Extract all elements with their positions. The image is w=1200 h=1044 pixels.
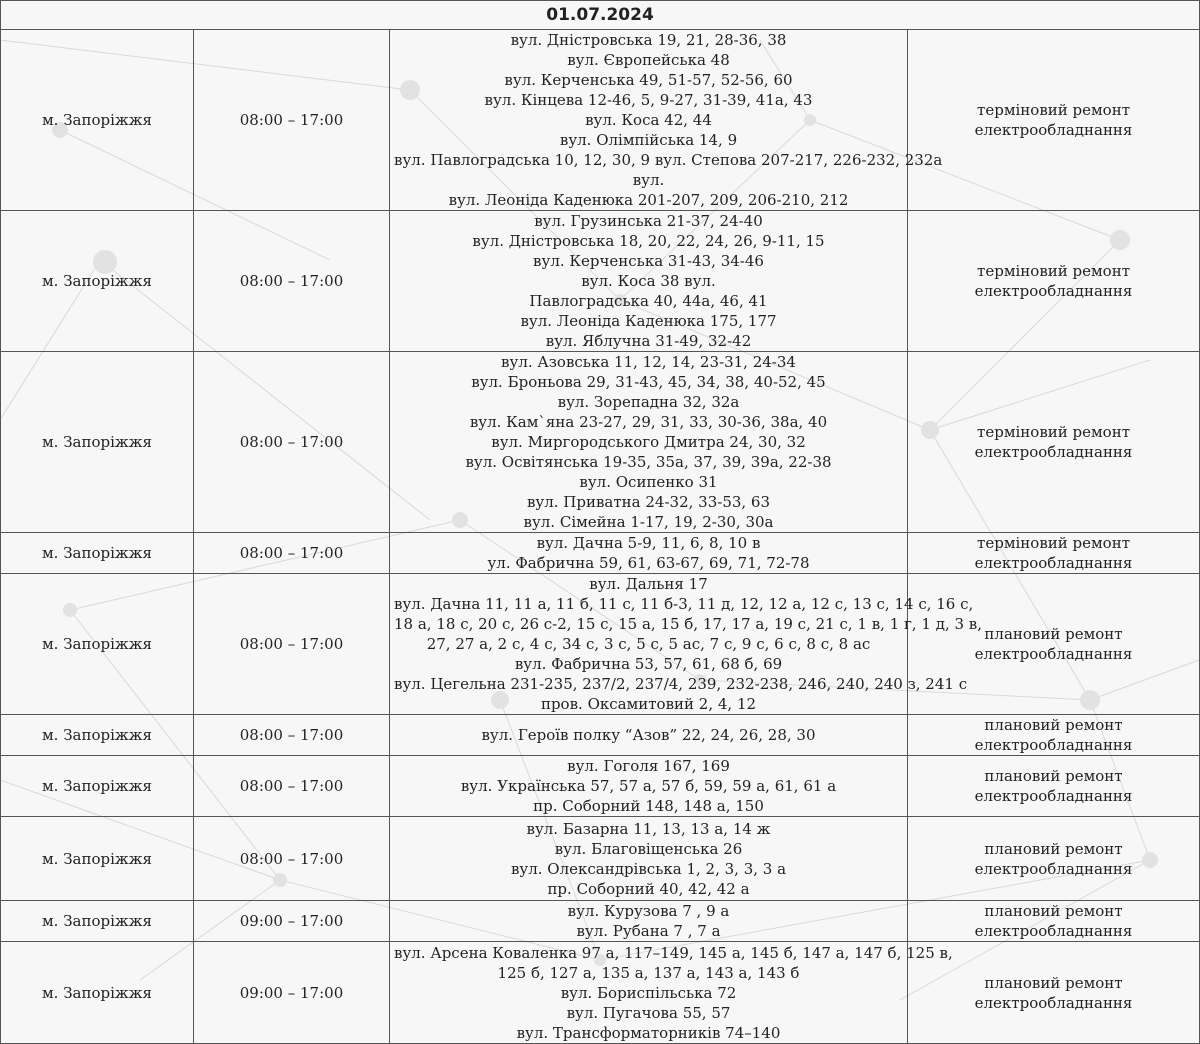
city-cell: м. Запоріжжя (1, 574, 194, 715)
time-cell: 09:00 – 17:00 (194, 901, 390, 942)
table-row (1, 30, 1200, 211)
reason-cell (908, 817, 1200, 901)
address-line: вул. Фабрична 53, 57, 61, 68 б, 69 (514, 655, 783, 673)
address-line: вул. Леоніда Каденюка 175, 177 (520, 312, 777, 330)
time-cell: 08:00 – 17:00 (194, 715, 390, 756)
addresses-cell (390, 533, 908, 574)
time-cell: 08:00 – 17:00 (194, 30, 390, 211)
reason-line: електрообладнання (974, 859, 1133, 878)
city-cell: м. Запоріжжя (1, 715, 194, 756)
reason-cell (908, 352, 1200, 533)
reason-line: електрообладнання (974, 993, 1133, 1012)
reason-line: електрообладнання (974, 554, 1133, 572)
city-cell: м. Запоріжжя (1, 533, 194, 574)
time-cell: 08:00 – 17:00 (194, 211, 390, 352)
city-cell: м. Запоріжжя (1, 901, 194, 942)
address-line: вул. Арсена Коваленка 97 а, 117–149, 145 а, 145 б, 147 а, 147 б, 125 в, (394, 943, 953, 962)
city-cell: м. Запоріжжя (1, 352, 194, 533)
reason-cell (908, 211, 1200, 352)
table-row (1, 715, 1200, 756)
address-line: ул. Фабрична 59, 61, 63-67, 69, 71, 72-78 (487, 554, 810, 572)
address-line: вул. Азовська 11, 12, 14, 23-31, 24-34 (501, 353, 796, 371)
address-line: вул. Керченська 49, 51-57, 52-56, 60 (504, 71, 793, 89)
address-line: вул. Цегельна 231-235, 237/2, 237/4, 239, 232-238, 246, 240, 240 з, 241 с (394, 675, 968, 693)
address-line: 125 б, 127 а, 135 а, 137 а, 143 а, 143 б (497, 963, 800, 982)
address-line: вул. Коса 42, 44 (585, 111, 712, 129)
addresses-cell (390, 756, 908, 817)
addresses-cell (390, 574, 983, 715)
address-line: 27, 27 а, 2 с, 4 с, 34 с, 3 с, 5 с, 5 ас, 7 с, 9 с, 6 с, 8 с, 8 ас (426, 635, 871, 653)
city-cell: м. Запоріжжя (1, 211, 194, 352)
address-line: вул. Броньова 29, 31-43, 45, 34, 38, 40-52, 45 (471, 373, 826, 391)
address-line: вул. Осипенко 31 (579, 473, 718, 491)
table-row (1, 533, 1200, 574)
table-row (1, 901, 1200, 942)
address-line: вул. Дачна 11, 11 а, 11 б, 11 с, 11 б-3, 11 д, 12, 12 а, 12 с, 13 с, 14 с, 16 с, (394, 595, 974, 613)
addresses-cell (390, 211, 908, 352)
reason-cell (908, 533, 1200, 574)
time-cell: 09:00 – 17:00 (194, 942, 390, 1044)
reason-line: електрообладнання (974, 443, 1133, 461)
table-row (1, 817, 1200, 901)
address-line: вул. Бориспільська 72 (560, 983, 737, 1002)
reason-line: плановий ремонт (984, 716, 1123, 734)
reason-cell (908, 901, 1200, 942)
addresses-cell (390, 901, 908, 942)
address-line: вул. Дністровська 18, 20, 22, 24, 26, 9-11, 15 (472, 232, 825, 250)
city-cell: м. Запоріжжя (1, 942, 194, 1044)
address-line: вул. Леоніда Каденюка 201-207, 209, 206-210, 212 (448, 191, 849, 209)
address-line: вул. Коса 38 вул. (581, 272, 716, 290)
address-line: вул. Українська 57, 57 а, 57 б, 59, 59 а, 61, 61 а (460, 777, 837, 795)
table-row (1, 352, 1200, 533)
reason-cell (908, 30, 1200, 211)
time-cell: 08:00 – 17:00 (194, 756, 390, 817)
date-row (1, 1, 1200, 30)
address-line: вул. Гоголя 167, 169 (567, 757, 730, 775)
address-line: вул. Керченська 31-43, 34-46 (533, 252, 764, 270)
reason-line: терміновий ремонт (977, 423, 1130, 441)
address-line: вул. Зорепадна 32, 32а (557, 393, 740, 411)
reason-line: терміновий ремонт (977, 534, 1130, 552)
address-line: вул. Курузова 7 , 9 а (567, 902, 730, 920)
addresses-cell (390, 715, 908, 756)
reason-line: плановий ремонт (984, 625, 1123, 643)
time-cell: 08:00 – 17:00 (194, 352, 390, 533)
table-row (1, 756, 1200, 817)
address-line: вул. Миргородського Дмитра 24, 30, 32 (491, 433, 806, 451)
address-line: вул. Європейська 48 (567, 51, 730, 69)
address-line: вул. (632, 171, 665, 189)
reason-line: терміновий ремонт (977, 101, 1130, 119)
time-cell: 08:00 – 17:00 (194, 533, 390, 574)
address-line: вул. Олімпійська 14, 9 (559, 131, 738, 149)
address-line: вул. Павлоградська 10, 12, 30, 9 вул. Степова 207-217, 226-232, 232а (394, 151, 943, 169)
reason-cell (908, 715, 1200, 756)
address-line: вул. Рубана 7 , 7 а (576, 922, 721, 940)
city-cell: м. Запоріжжя (1, 817, 194, 901)
table-row (1, 942, 1200, 1044)
address-line: вул. Дачна 5-9, 11, 6, 8, 10 в (536, 534, 761, 552)
addresses-cell (390, 352, 908, 533)
addresses-cell (390, 30, 943, 211)
address-line: вул. Благовіщенська 26 (554, 839, 743, 858)
reason-line: електрообладнання (974, 645, 1133, 663)
address-line: вул. Героїв полку “Азов” 22, 24, 26, 28, 30 (481, 726, 816, 744)
city-cell: м. Запоріжжя (1, 30, 194, 211)
city-cell: м. Запоріжжя (1, 756, 194, 817)
table-row (1, 574, 1200, 715)
address-line: вул. Кінцева 12-46, 5, 9-27, 31-39, 41а, 43 (484, 91, 813, 109)
address-line: вул. Яблучна 31-49, 32-42 (545, 332, 752, 350)
reason-line: терміновий ремонт (977, 262, 1130, 280)
address-line: пров. Оксамитовий 2, 4, 12 (540, 695, 757, 713)
address-line: вул. Освітянська 19-35, 35а, 37, 39, 39а, 22-38 (465, 453, 832, 471)
reason-line: плановий ремонт (984, 767, 1123, 785)
address-line: вул. Базарна 11, 13, 13 а, 14 ж (526, 819, 771, 838)
address-line: вул. Олександрівська 1, 2, 3, 3, 3 а (510, 859, 787, 878)
reason-cell (908, 756, 1200, 817)
address-line: вул. Приватна 24-32, 33-53, 63 (526, 493, 771, 511)
reason-line: плановий ремонт (984, 839, 1123, 858)
reason-line: плановий ремонт (984, 973, 1123, 992)
address-line: вул. Грузинська 21-37, 24-40 (534, 212, 763, 230)
time-cell: 08:00 – 17:00 (194, 817, 390, 901)
address-line: пр. Соборний 148, 148 а, 150 (533, 797, 764, 815)
address-line: вул. Кам`яна 23-27, 29, 31, 33, 30-36, 38а, 40 (469, 413, 828, 431)
reason-line: електрообладнання (974, 787, 1133, 805)
reason-line: плановий ремонт (984, 902, 1123, 920)
reason-line: електрообладнання (974, 922, 1133, 940)
reason-line: електрообладнання (974, 282, 1133, 300)
address-line: вул. Пугачова 55, 57 (566, 1003, 731, 1022)
date-heading: 01.07.2024 (1, 1, 1200, 30)
address-line: вул. Дальня 17 (589, 575, 708, 593)
address-line: вул. Трансформаторників 74–140 (516, 1023, 781, 1042)
address-line: Павлоградська 40, 44а, 46, 41 (529, 292, 768, 310)
address-line: 18 а, 18 с, 20 с, 26 с-2, 15 с, 15 а, 15 б, 17, 17 а, 19 с, 21 с, 1 в, 1 г, 1 д, 3 в, (394, 615, 983, 633)
address-line: вул. Дністровська 19, 21, 28-36, 38 (510, 31, 787, 49)
addresses-cell (390, 942, 953, 1044)
table-row (1, 211, 1200, 352)
address-line: вул. Сімейна 1-17, 19, 2-30, 30а (523, 513, 774, 531)
time-cell: 08:00 – 17:00 (194, 574, 390, 715)
reason-line: електрообладнання (974, 121, 1133, 139)
reason-line: електрообладнання (974, 736, 1133, 754)
addresses-cell (390, 817, 908, 901)
address-line: пр. Соборний 40, 42, 42 а (547, 879, 750, 898)
